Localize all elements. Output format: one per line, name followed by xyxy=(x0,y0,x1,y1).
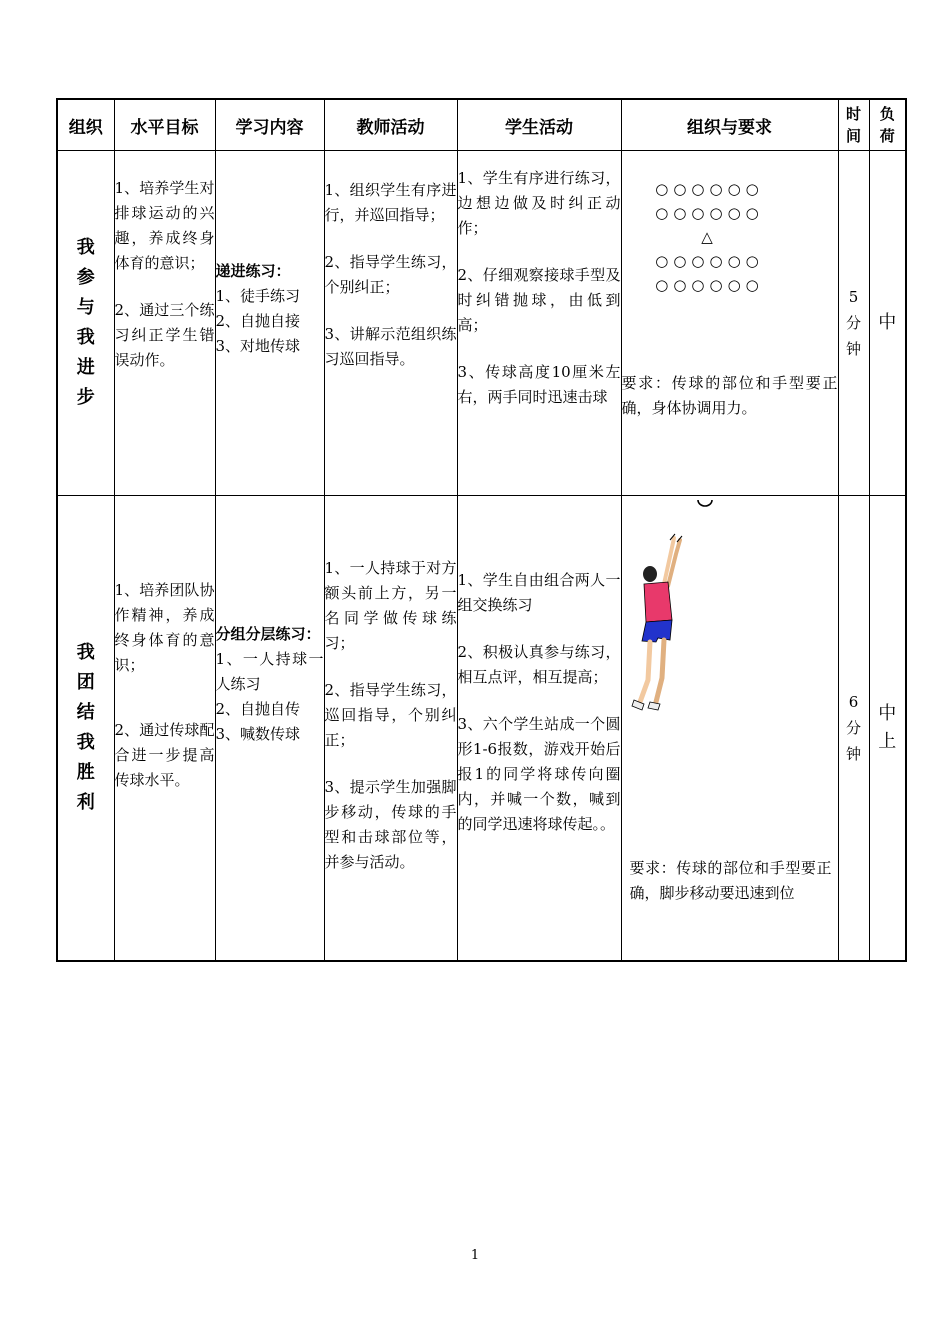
content-title: 递进练习： xyxy=(215,262,291,280)
player-leg xyxy=(656,640,664,702)
formation-row: ○○○○○○ xyxy=(655,276,764,294)
header-content: 学习内容 xyxy=(215,99,324,151)
content-item: 2、自抛自传 xyxy=(215,700,301,718)
teacher-item: 1、一人持球于对方额头前上方，另一名同学做传球练习； xyxy=(324,559,457,652)
content-item: 3、对地传球 xyxy=(215,337,301,355)
student-item: 3、六个学生站成一个圆形1-6报数，游戏开始后报1的同学将球传向圈内，并喊一个数，喊到的同学迅速将球传起。。 xyxy=(457,715,621,833)
content-item: 2、自抛自接 xyxy=(215,312,301,330)
teacher-cell xyxy=(324,151,457,496)
header-row xyxy=(57,99,906,151)
content-title: 分组分层练习： xyxy=(215,625,321,643)
requirements-cell xyxy=(621,151,838,496)
org-label: 我参与我进步 xyxy=(76,237,95,408)
student-item: 2、积极认真参与练习，相互点评，相互提高； xyxy=(457,643,621,686)
load-value: 上 xyxy=(878,730,897,752)
ball-icon xyxy=(698,500,712,506)
header-teacher: 教师活动 xyxy=(324,99,457,151)
player-shorts xyxy=(642,620,672,642)
org-cell xyxy=(57,496,114,961)
teacher-item: 3、讲解示范组织练习巡回指导。 xyxy=(324,325,457,368)
goal-item: 1、培养团队协作精神，养成终身体育的意识； xyxy=(114,581,215,674)
student-cell xyxy=(457,151,621,496)
formation-row: ○○○○○○ xyxy=(655,204,764,222)
requirement-text: 要求：传球的部位和手型要正确，身体协调用力。 xyxy=(621,374,838,417)
header-load xyxy=(869,99,906,151)
load-value: 中 xyxy=(878,312,897,333)
load-cell xyxy=(869,151,906,496)
content-cell xyxy=(215,151,324,496)
time-cell xyxy=(838,151,869,496)
goal-item: 2、通过三个练习纠正学生错误动作。 xyxy=(114,301,215,369)
org-cell xyxy=(57,151,114,496)
player-shirt xyxy=(644,582,672,622)
header-goals: 水平目标 xyxy=(114,99,215,151)
content-item: 1、徒手练习 xyxy=(215,287,301,305)
teacher-item: 2、指导学生练习，巡回指导，个别纠正； xyxy=(324,681,457,749)
lesson-plan-table xyxy=(56,98,907,962)
load-value: 中 xyxy=(878,702,897,724)
time-unit: 分 xyxy=(845,718,861,737)
student-item: 1、学生有序进行练习，边想边做及时纠正动作； xyxy=(457,169,621,237)
content-cell xyxy=(215,496,324,961)
header-load-text: 负荷 xyxy=(879,105,895,145)
header-requirements: 组织与要求 xyxy=(621,99,838,151)
time-unit: 钟 xyxy=(845,340,861,358)
content-item: 3、喊数传球 xyxy=(215,725,301,743)
volleyball-player-illustration xyxy=(626,492,736,717)
header-time-text: 时间 xyxy=(846,105,862,145)
time-unit: 分 xyxy=(845,314,861,332)
header-student: 学生活动 xyxy=(457,99,621,151)
teacher-cell xyxy=(324,496,457,961)
goal-item: 2、通过传球配合进一步提高传球水平。 xyxy=(114,721,215,789)
formation-row: ○○○○○○ xyxy=(655,252,764,270)
goals-cell xyxy=(114,151,215,496)
time-value: 5 xyxy=(848,288,859,306)
requirements-cell xyxy=(621,496,838,961)
time-cell xyxy=(838,496,869,961)
requirement-text: 要求：传球的部位和手型要正确，脚步移动要迅速到位 xyxy=(629,859,832,902)
formation-diagram xyxy=(622,177,838,297)
player-leg xyxy=(640,642,650,702)
goal-item: 1、培养学生对排球运动的兴趣，养成终身体育的意识； xyxy=(114,179,215,272)
header-time xyxy=(838,99,869,151)
student-item: 2、仔细观察接球手型及时纠错抛球，由低到高； xyxy=(457,266,621,334)
teacher-item: 1、组织学生有序进行，并巡回指导； xyxy=(324,181,457,224)
content-item: 1、一人持球一人练习 xyxy=(215,650,324,693)
org-label: 我团结我胜利 xyxy=(76,641,95,813)
table-row xyxy=(57,151,906,496)
student-item: 3、传球高度10厘米左右，两手同时迅速击球 xyxy=(457,363,621,406)
player-shoe xyxy=(648,702,660,710)
formation-row: ○○○○○○ xyxy=(655,180,764,198)
page-number: 1 xyxy=(470,1248,480,1263)
teacher-item: 3、提示学生加强脚步移动，传球的手型和击球部位等，并参与活动。 xyxy=(324,778,457,871)
teacher-marker: △ xyxy=(701,228,718,246)
teacher-item: 2、指导学生练习，个别纠正； xyxy=(324,253,457,296)
goals-cell xyxy=(114,496,215,961)
load-cell xyxy=(869,496,906,961)
header-org: 组织 xyxy=(57,99,114,151)
table-row xyxy=(57,496,906,961)
student-item: 1、学生自由组合两人一组交换练习 xyxy=(457,571,621,614)
time-value: 6 xyxy=(848,692,859,711)
student-cell xyxy=(457,496,621,961)
time-unit: 钟 xyxy=(845,744,861,763)
player-head xyxy=(643,566,657,582)
